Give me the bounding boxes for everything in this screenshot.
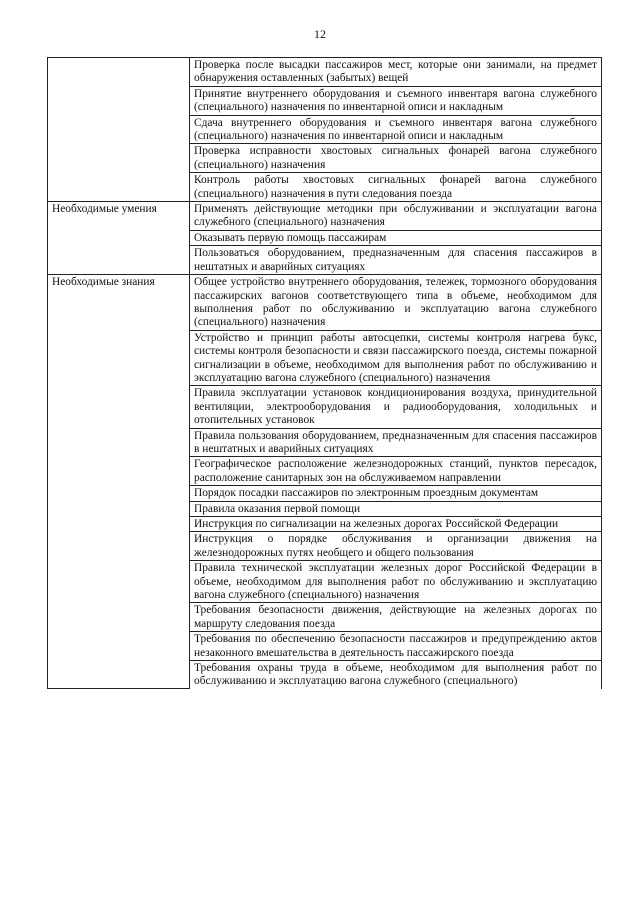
table-cell: Требования безопасности движения, действующие на железных дорогах по маршруту следования поезда	[190, 603, 602, 632]
table-cell: Правила пользования оборудованием, предназначенным для спасения пассажиров в нештатных и аварийных ситуациях	[190, 428, 602, 457]
table-cell: Принятие внутреннего оборудования и съемного инвентаря вагона служебного (специального) назначения по инвентарной описи и накладным	[190, 86, 602, 115]
table-cell: Требования охраны труда в объеме, необходимом для выполнения работ по обслуживанию и эксплуатацию вагона служебного (специального)	[190, 661, 602, 689]
table-cell: Инструкция по сигнализации на железных дорогах Российской Федерации	[190, 517, 602, 532]
table-cell: Правила эксплуатации установок кондиционирования воздуха, принудительной вентиляции, электрооборудования и радиооборудования, холодильных и отопительных установок	[190, 386, 602, 428]
table-cell: Оказывать первую помощь пассажирам	[190, 230, 602, 245]
table-cell: Проверка после высадки пассажиров мест, которые они занимали, на предмет обнаружения оставленных (забытых) вещей	[190, 58, 602, 87]
table-cell: Общее устройство внутреннего оборудования, тележек, тормозного оборудования пассажирских вагонов соответствующего типа в объеме, необходимом для выполнения работ по обслуживанию и эксплуатацию вагона служебного (специального) назначения	[190, 275, 602, 331]
section-label: Необходимые знания	[48, 275, 190, 689]
table-row	[48, 202, 602, 231]
table-cell: Правила оказания первой помощи	[190, 501, 602, 516]
table-cell: Географическое расположение железнодорожных станций, пунктов пересадок, расположение санитарных зон на обслуживаемом направлении	[190, 457, 602, 486]
table-cell: Контроль работы хвостовых сигнальных фонарей вагона служебного (специального) назначения в пути следования поезда	[190, 173, 602, 202]
table-cell: Применять действующие методики при обслуживании и эксплуатации вагона служебного (специального) назначения	[190, 202, 602, 231]
table-cell: Пользоваться оборудованием, предназначенным для спасения пассажиров в нештатных и аварийных ситуациях	[190, 246, 602, 275]
table-cell: Порядок посадки пассажиров по электронным проездным документам	[190, 486, 602, 501]
table-cell: Проверка исправности хвостовых сигнальных фонарей вагона служебного (специального) назначения	[190, 144, 602, 173]
table-row	[48, 58, 602, 87]
section-label: Необходимые умения	[48, 202, 190, 275]
table-cell: Сдача внутреннего оборудования и съемного инвентаря вагона служебного (специального) назначения по инвентарной описи и накладным	[190, 115, 602, 144]
table-row	[48, 275, 602, 331]
table-cell: Требования по обеспечению безопасности пассажиров и предупреждению актов незаконного вмешательства в деятельность пассажирского поезда	[190, 632, 602, 661]
table-cell: Правила технической эксплуатации железных дорог Российской Федерации в объеме, необходимом для выполнения работ по обслуживанию и эксплуатацию вагона служебного (специального) назначения	[190, 561, 602, 603]
competency-table	[47, 57, 602, 689]
table-cell: Инструкция о порядке обслуживания и организации движения на железнодорожных путях необщего и общего пользования	[190, 532, 602, 561]
page-number: 12	[314, 27, 326, 41]
table-cell: Устройство и принцип работы автосцепки, системы контроля нагрева букс, системы контроля безопасности и связи пассажирского поезда, системы пожарной сигнализации в объеме, необходимом для выполнения работ по обслуживанию и эксплуатацию вагона служебного (специального) назначения	[190, 330, 602, 386]
section-label	[48, 58, 190, 202]
